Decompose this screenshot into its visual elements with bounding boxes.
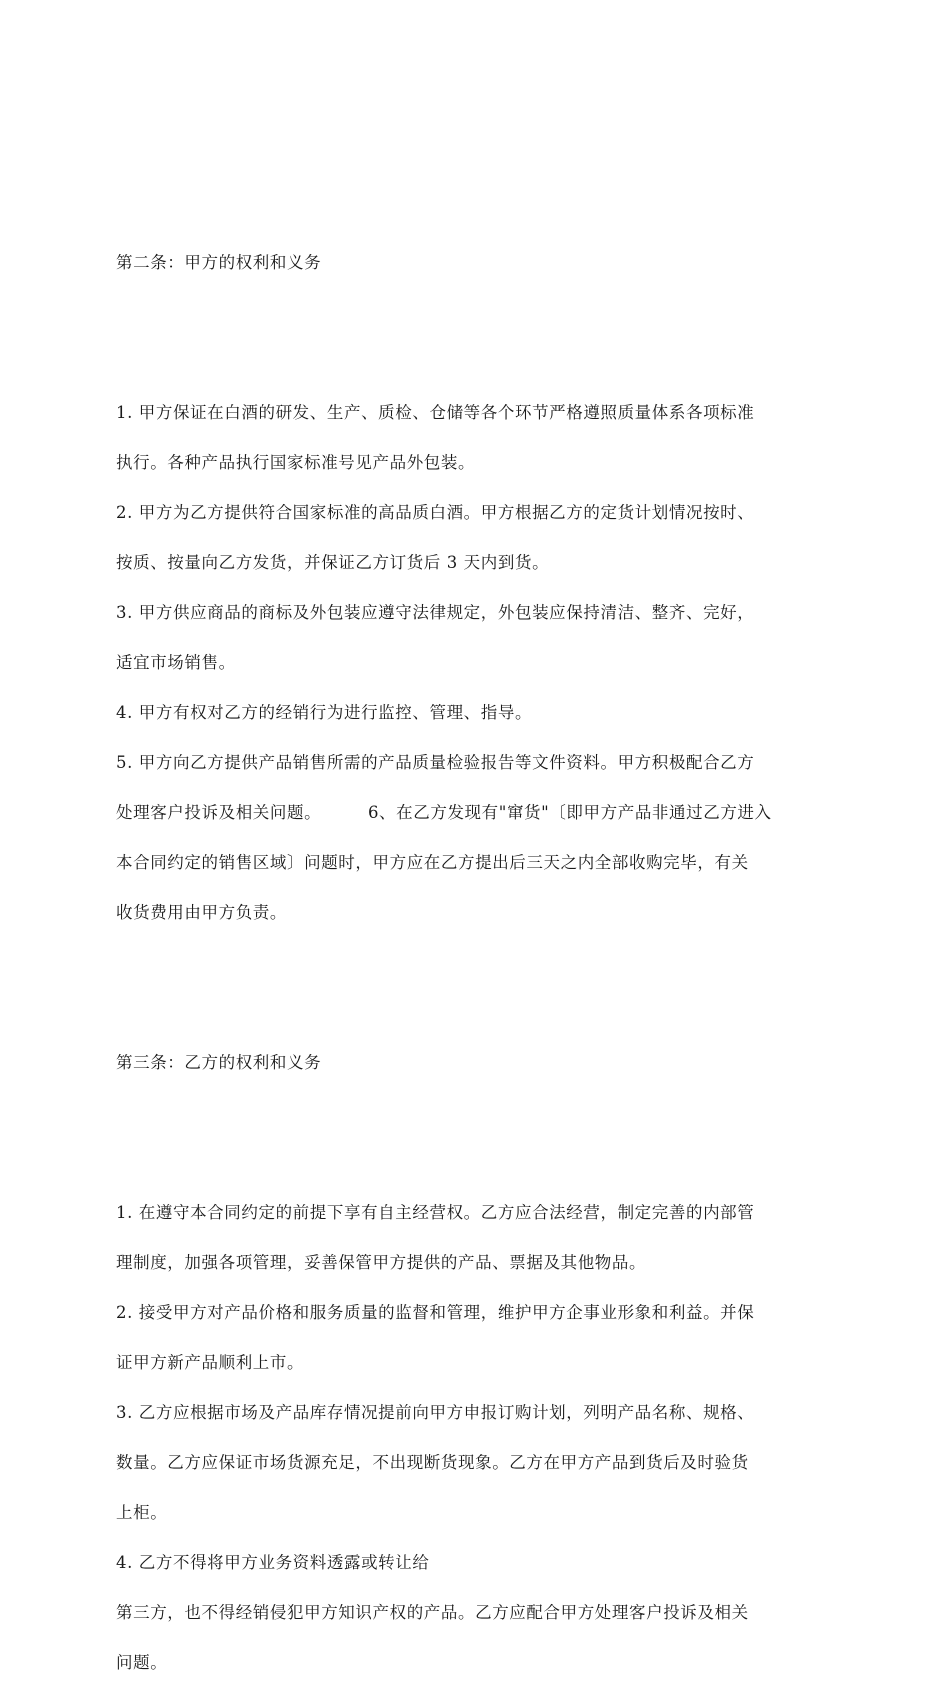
clause-line: 3. 乙方应根据市场及产品库存情况提前向甲方申报订购计划，列明产品名称、规格、 xyxy=(116,1403,755,1422)
clause-line: 1. 在遵守本合同约定的前提下享有自主经营权。乙方应合法经营，制定完善的内部管 xyxy=(116,1203,755,1222)
section2-clause-2 xyxy=(116,488,838,588)
document-page xyxy=(116,138,838,1688)
clause-line: 5. 甲方向乙方提供产品销售所需的产品质量检验报告等文件资料。甲方积极配合乙方 xyxy=(116,753,755,772)
clause-line: 1. 甲方保证在白酒的研发、生产、质检、仓储等各个环节严格遵照质量体系各项标准 xyxy=(116,403,755,422)
clause-line: 问题。 xyxy=(116,1653,168,1672)
clause-line: 上柜。 xyxy=(116,1503,168,1522)
clause-line: 2. 甲方为乙方提供符合国家标准的高品质白酒。甲方根据乙方的定货计划情况按时、 xyxy=(116,503,755,522)
clause-line: 处理客户投诉及相关问题。 6、在乙方发现有"窜货"〔即甲方产品非通过乙方进入 xyxy=(116,803,772,822)
section2-clause-4 xyxy=(116,688,838,738)
clause-line: 2. 接受甲方对产品价格和服务质量的监督和管理，维护甲方企事业形象和利益。并保 xyxy=(116,1303,755,1322)
clause-line: 执行。各种产品执行国家标准号见产品外包装。 xyxy=(116,453,476,472)
clause-line: 证甲方新产品顺利上市。 xyxy=(116,1353,305,1372)
section3-clause-4 xyxy=(116,1538,838,1588)
clause-line: 3. 甲方供应商品的商标及外包装应遵守法律规定，外包装应保持清洁、整齐、完好， xyxy=(116,603,755,622)
clause-line: 按质、按量向乙方发货，并保证乙方订货后 3 天内到货。 xyxy=(116,553,550,572)
section3-clause-4-continued xyxy=(116,1588,838,1688)
clause-line: 4. 乙方不得将甲方业务资料透露或转让给 xyxy=(116,1553,430,1572)
heading-text: 第三条：乙方的权利和义务 xyxy=(116,1053,322,1072)
section3-clause-3 xyxy=(116,1388,838,1538)
clause-line: 本合同约定的销售区域〕问题时，甲方应在乙方提出后三天之内全部收购完毕，有关 xyxy=(116,853,749,872)
section2-clause-3 xyxy=(116,588,838,688)
section2-clause-5 xyxy=(116,738,838,938)
heading-text: 第二条：甲方的权利和义务 xyxy=(116,253,322,272)
section-heading-2 xyxy=(116,138,838,388)
clause-line: 4. 甲方有权对乙方的经销行为进行监控、管理、指导。 xyxy=(116,703,533,722)
clause-line: 适宜市场销售。 xyxy=(116,653,236,672)
section2-clause-1 xyxy=(116,388,838,488)
section3-clause-1 xyxy=(116,1188,838,1288)
clause-line: 第三方，也不得经销侵犯甲方知识产权的产品。乙方应配合甲方处理客户投诉及相关 xyxy=(116,1603,749,1622)
clause-line: 理制度，加强各项管理，妥善保管甲方提供的产品、票据及其他物品。 xyxy=(116,1253,647,1272)
clause-line: 收货费用由甲方负责。 xyxy=(116,903,287,922)
clause-line: 数量。乙方应保证市场货源充足，不出现断货现象。乙方在甲方产品到货后及时验货 xyxy=(116,1453,749,1472)
section-heading-3 xyxy=(116,938,838,1188)
section3-clause-2 xyxy=(116,1288,838,1388)
